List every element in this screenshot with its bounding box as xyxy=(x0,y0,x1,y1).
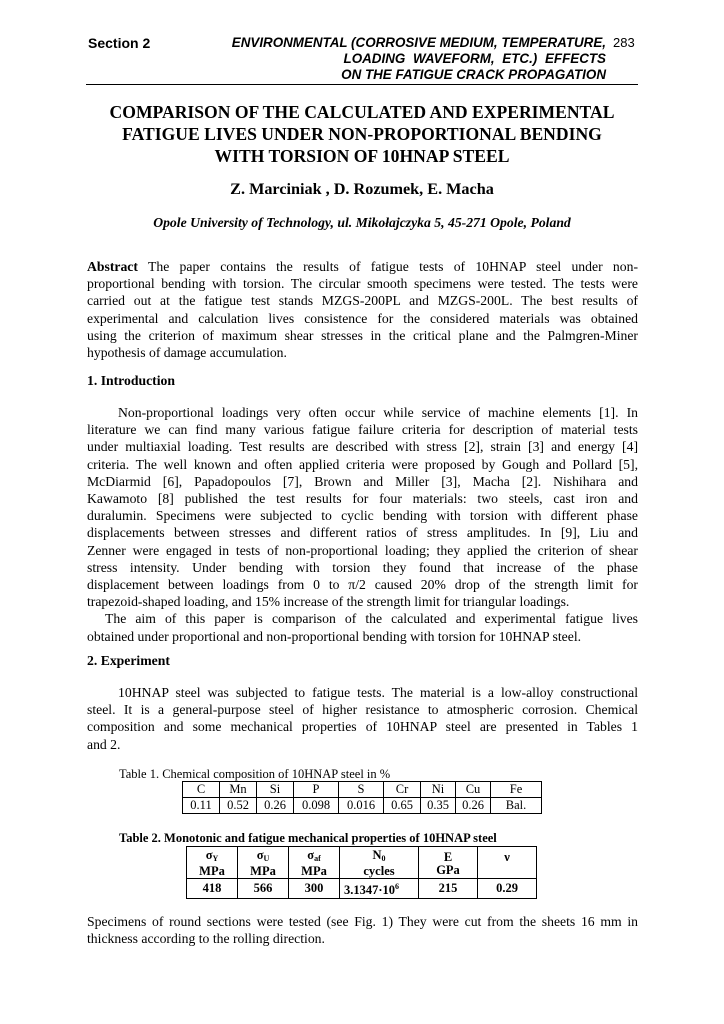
paragraph-line: under multiaxial loading. Test results are described with stress [2], strain [3] and energy [4] xyxy=(87,439,638,455)
table2-header-symbol: σ xyxy=(256,848,264,862)
paragraph-line: displacements between stresses and different ratios of stress amplitudes. In [9], Liu and xyxy=(87,525,638,541)
table2-header-cell xyxy=(238,847,289,879)
abstract-text: The paper contains the results of fatigue tests of 10HNAP steel under non- xyxy=(147,259,638,274)
paragraph-line xyxy=(87,404,638,421)
table2-header-cell xyxy=(478,847,537,879)
abstract-line xyxy=(87,258,638,275)
paper-affiliation: Opole University of Technology, ul. Mikołajczyka 5, 45-271 Opole, Poland xyxy=(153,215,571,230)
paper-title-line: COMPARISON OF THE CALCULATED AND EXPERIMENTAL xyxy=(109,102,615,122)
paper-title-line: FATIGUE LIVES UNDER NON-PROPORTIONAL BENDING xyxy=(122,124,602,144)
table1-value-cell: 0.098 xyxy=(294,798,339,814)
paragraph-text: Non-proportional loadings very often occur while service of machine elements [1]. In xyxy=(118,405,638,420)
paragraph-line: obtained under proportional and non-proportional bending with torsion for 10HNAP steel. xyxy=(87,628,582,644)
section-heading-experiment: 2. Experiment xyxy=(87,653,170,668)
paper-title-line: WITH TORSION OF 10HNAP STEEL xyxy=(214,146,510,166)
table1-header-cell: S xyxy=(339,782,384,798)
table1-value-cell: 0.11 xyxy=(183,798,220,814)
paper-title xyxy=(60,101,664,167)
paragraph-line: thickness according to the rolling direction. xyxy=(87,931,325,947)
paragraph-text: The aim of this paper is comparison of the calculated and experimental fatigue lives xyxy=(105,611,638,627)
table1-value-row xyxy=(183,798,542,814)
table2-header-subscript: af xyxy=(314,854,321,863)
introduction-paragraph xyxy=(87,404,638,645)
abstract-line: hypothesis of damage accumulation. xyxy=(87,345,287,361)
abstract-line: carried out at the fatigue test stands MZGS-200PL and MZGS-200L. The best results of xyxy=(87,293,638,309)
paragraph-line: Zenner were engaged in tests of non-proportional loading; they applied the criterion of shear xyxy=(87,542,638,558)
table1-header-cell: Ni xyxy=(421,782,456,798)
table2-header-unit: GPa xyxy=(436,862,460,877)
table2-value-cell: 566 xyxy=(238,879,289,899)
running-header-title xyxy=(194,35,606,83)
paragraph-line: duralumin. Specimens were subjected to cyclic bending with torsion with different phase xyxy=(87,508,638,524)
paragraph-line: literature we can find many various fatigue failure criteria for description of material tests xyxy=(87,422,638,438)
paragraph-line: composition and some mechanical properties of 10HNAP steel are presented in Tables 1 xyxy=(87,719,638,735)
experiment-paragraph xyxy=(87,684,638,753)
table2-header-unit: cycles xyxy=(363,864,395,878)
section-heading-introduction: 1. Introduction xyxy=(87,373,175,388)
table1-value-cell: 0.65 xyxy=(384,798,421,814)
table2-header-subscript: U xyxy=(263,854,270,863)
table1-chemical-composition xyxy=(182,781,542,814)
table2-header-cell xyxy=(187,847,238,879)
table2-header-cell xyxy=(289,847,340,879)
paragraph-line: displacement between loadings from 0 to π/2 caused 20% drop of the strength limit for xyxy=(87,577,638,593)
table1-value-cell: 0.26 xyxy=(257,798,294,814)
running-header-section: Section 2 xyxy=(88,35,151,51)
table1-header-cell: Fe xyxy=(491,782,542,798)
table2-value-cell: 418 xyxy=(187,879,238,899)
table2-mechanical-properties xyxy=(186,846,537,899)
paragraph-line: stress intensity. Under bending with torsion they found that increase of the phase xyxy=(87,559,638,575)
paper-authors: Z. Marciniak , D. Rozumek, E. Macha xyxy=(230,180,494,198)
paragraph-line: McDiarmid [6], Papadopoulos [7], Brown and Miller [3], Macha [2]. Nishihara and xyxy=(87,473,638,489)
table2-value-mantissa: 3.1347·10 xyxy=(344,883,396,897)
table2-value-cell: 300 xyxy=(289,879,340,899)
table2-value-cell: 215 xyxy=(419,879,478,899)
table2-header-row xyxy=(187,847,537,879)
table1-value-cell: 0.016 xyxy=(339,798,384,814)
table1-header-cell: Cu xyxy=(456,782,491,798)
paragraph-line: trapezoid-shaped loading, and 15% increase of the strength limit for triangular loadings. xyxy=(87,594,570,610)
table1-header-cell: Cr xyxy=(384,782,421,798)
table2-header-unit: MPa xyxy=(199,864,225,878)
table2-header-symbol: σ xyxy=(205,848,213,862)
table2-header-subscript: Y xyxy=(212,854,219,863)
table2-header-unit: MPa xyxy=(250,864,276,878)
abstract-line: using the criterion of maximum shear stresses in the critical plane and the Palmgren-Miner xyxy=(87,327,638,343)
table2-value-cell xyxy=(340,879,419,899)
paragraph-line: steel. It is a general-purpose steel of higher resistance to atmospheric corrosion. Chemical xyxy=(87,702,638,718)
paragraph-text: 10HNAP steel was subjected to fatigue tests. The material is a low-alloy constructional xyxy=(118,685,638,700)
table2-header-symbol: ν xyxy=(504,849,510,864)
table2-value-exponent: 6 xyxy=(395,882,400,891)
abstract-line: experimental and calculation lives consistence for the considered materials was obtained xyxy=(87,310,638,326)
table1-value-cell: 0.35 xyxy=(421,798,456,814)
table1-header-cell: C xyxy=(183,782,220,798)
abstract-line: proportional bending with torsion. The circular smooth specimens were tested. The tests were xyxy=(87,276,638,292)
paragraph-line: Specimens of round sections were tested (see Fig. 1) They were cut from the sheets 16 mm in xyxy=(87,914,638,929)
table2-header-cell xyxy=(419,847,478,879)
table2-header-unit: MPa xyxy=(301,864,327,878)
header-rule xyxy=(86,84,638,85)
table1-caption: Table 1. Chemical composition of 10HNAP steel in % xyxy=(119,767,391,781)
paragraph-line: Kawamoto [8] published the test results for four materials: two steels, cast iron and xyxy=(87,491,638,507)
paragraph-line: and 2. xyxy=(87,736,121,752)
paragraph-line xyxy=(87,684,638,701)
abstract-label: Abstract xyxy=(87,259,138,274)
specimen-paragraph xyxy=(87,913,638,947)
table2-value-cell: 0.29 xyxy=(478,879,537,899)
table2-header-symbol: E xyxy=(443,849,453,864)
paragraph-line: criteria. The well known and often applied criteria were proposed by Gough and Pollard [5], xyxy=(87,456,638,472)
table1-header-cell: Si xyxy=(257,782,294,798)
table2-header-cell xyxy=(340,847,419,879)
table2-header-symbol: N xyxy=(372,848,382,862)
table2-header-symbol: σ xyxy=(307,848,315,862)
table1-header-cell: Mn xyxy=(220,782,257,798)
table1-header-row xyxy=(183,782,542,798)
table2-header-subscript: 0 xyxy=(381,854,386,863)
abstract xyxy=(87,258,638,361)
running-header-line: ON THE FATIGUE CRACK PROPAGATION xyxy=(341,67,606,82)
paragraph-line xyxy=(87,610,638,627)
table1-value-cell: 0.26 xyxy=(456,798,491,814)
running-header-line: LOADING WAVEFORM, ETC.) EFFECTS xyxy=(343,51,606,66)
table1-value-cell: Bal. xyxy=(491,798,542,814)
table2-value-row xyxy=(187,879,537,899)
page-number: 283 xyxy=(613,35,635,50)
running-header-line: ENVIRONMENTAL (CORROSIVE MEDIUM, TEMPERATURE, xyxy=(231,35,606,50)
table1-value-cell: 0.52 xyxy=(220,798,257,814)
table2-caption: Table 2. Monotonic and fatigue mechanical properties of 10HNAP steel xyxy=(119,831,497,845)
table1-header-cell: P xyxy=(294,782,339,798)
